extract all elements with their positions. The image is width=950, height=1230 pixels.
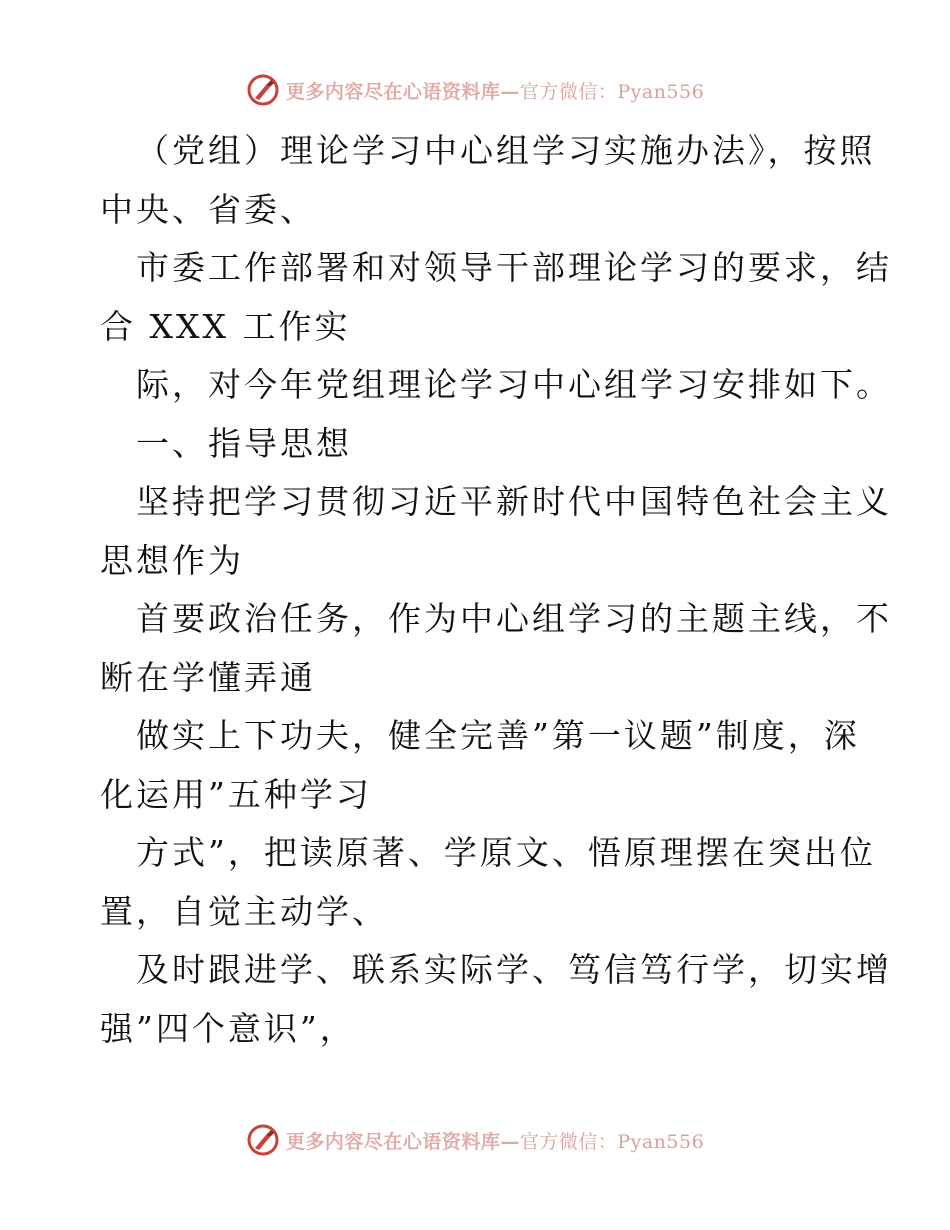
text-line: 一、指导思想 (136, 423, 352, 463)
pen-logo-icon (246, 1123, 280, 1157)
text-line: 断在学懂弄通 (100, 657, 316, 697)
header-watermark (0, 70, 950, 110)
text-line: 首要政治任务，作为中心组学习的主题主线，不 (136, 599, 892, 638)
text-line: 市委工作部署和对领导干部理论学习的要求，结 (136, 248, 892, 287)
text-line: （党组）理论学习中心组学习实施办法》，按照 (136, 131, 876, 170)
text-line: 坚持把学习贯彻习近平新时代中国特色社会主义 (136, 482, 892, 521)
footer-watermark (0, 1120, 950, 1160)
pen-logo-icon (246, 73, 280, 107)
text-line: 方式”，把读原著、学原文、悟原理摆在突出位 (136, 833, 876, 872)
text-line: 合 XXX 工作实 (100, 306, 351, 346)
text-line: 强”四个意识”， (100, 1008, 356, 1048)
text-line: 思想作为 (100, 540, 244, 580)
text-line: 化运用”五种学习 (100, 774, 372, 814)
text-line: 际，对今年党组理论学习中心组学习安排如下。 (136, 365, 892, 404)
watermark-title: 更多内容尽在心语资料库— (285, 1130, 520, 1153)
text-line: 及时跟进学、联系实际学、笃信笃行学，切实增 (136, 950, 892, 989)
watermark-wechat: 官方微信：Pyan556 (519, 80, 705, 103)
watermark-title: 更多内容尽在心语资料库— (285, 80, 520, 103)
text-line: 中央、省委、 (100, 189, 316, 229)
document-body (100, 122, 892, 1058)
watermark-text (286, 1127, 704, 1154)
watermark-text (286, 77, 704, 104)
text-line: 做实上下功夫，健全完善”第一议题”制度，深 (136, 716, 860, 755)
text-line: 置，自觉主动学、 (100, 891, 388, 931)
watermark-wechat: 官方微信：Pyan556 (519, 1130, 705, 1153)
